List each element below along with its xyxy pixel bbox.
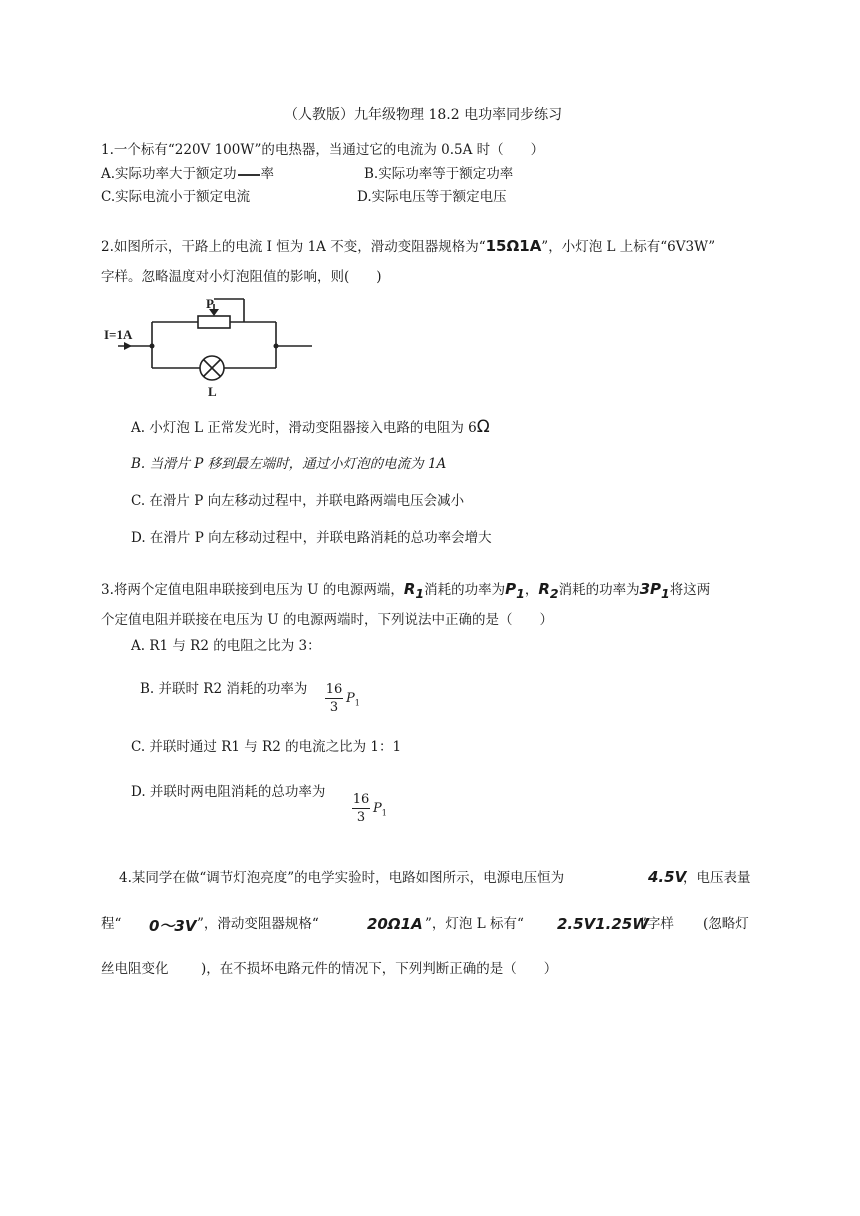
q3-p1-letter: P xyxy=(505,580,517,598)
q3-line1-d: 消耗的功率为 xyxy=(558,582,640,598)
q4-rheostat-spec: 20Ω1A xyxy=(367,915,423,933)
q1-dash xyxy=(238,174,260,176)
q3-line1-c: ， xyxy=(524,582,539,598)
q3-r1-letter: R xyxy=(403,580,416,598)
q4-line2-d: ”字样 xyxy=(640,916,674,932)
q4-line1-b: ，电压表量 xyxy=(683,870,751,886)
q3-b-fraction xyxy=(325,682,343,715)
q3-d-fraction xyxy=(352,792,370,825)
q2-option-c: C. 在滑片 P 向左移动过程中，并联电路两端电压会减小 xyxy=(131,493,465,509)
q3-r2-sub: 2 xyxy=(549,586,559,601)
q3-b-power-sub: 1 xyxy=(354,698,360,708)
q3-line2: 个定值电阻并联接在电压为 U 的电源两端时，下列说法中正确的是（ ） xyxy=(101,612,553,628)
q4-source-voltage: 4.5V xyxy=(648,868,687,886)
q2-option-d: D. 在滑片 P 向左移动过程中，并联电路消耗的总功率会增大 xyxy=(131,530,492,546)
q1-option-c: C.实际电流小于额定电流 xyxy=(101,189,251,205)
current-arrow xyxy=(124,342,132,350)
ohm-unit: Ω xyxy=(476,417,490,437)
q3-d-numerator: 16 xyxy=(352,792,370,807)
q3-line1-a: 3.将两个定值电阻串联接到电压为 U 的电源两端， xyxy=(101,582,404,598)
q3-d-power-letter: P xyxy=(373,801,382,816)
q3-b-numerator: 16 xyxy=(325,682,343,697)
q3-3p1-sub: 1 xyxy=(661,586,670,601)
q3-r2 xyxy=(538,580,559,601)
q3-b-power xyxy=(346,691,360,708)
q2-option-a xyxy=(131,418,490,437)
q2-option-b: B. 当滑片 P 移到最左端时，通过小灯泡的电流为 1A xyxy=(131,456,447,472)
lamp-label: L xyxy=(208,384,217,399)
q1-stem: 1.一个标有“220V 100W”的电热器，当通过它的电流为 0.5A 时（ ） xyxy=(101,142,545,158)
q1-option-a xyxy=(101,165,274,183)
q4-line2-b: ”，滑动变阻器规格“ xyxy=(197,916,319,932)
q3-option-a: A. R1 与 R2 的电阻之比为 3： xyxy=(131,638,321,654)
q3-r1 xyxy=(403,580,425,601)
circuit-diagram xyxy=(100,292,320,402)
q4-line3-b: )，在不损坏电路元件的情况下，下列判断正确的是（ ） xyxy=(201,961,558,977)
q4-line2-c: ”，灯泡 L 标有“ xyxy=(425,916,524,932)
q3-line1 xyxy=(101,580,710,603)
q2-spec: 15Ω1A xyxy=(485,237,542,255)
q3-b-denominator: 3 xyxy=(329,700,339,715)
current-label: I=1A xyxy=(104,327,133,342)
q3-d-denominator: 3 xyxy=(356,810,366,825)
q3-b-power-letter: P xyxy=(346,691,355,706)
q4-line3-a: 丝电阻变化 xyxy=(101,961,169,977)
q1-option-b: B.实际功率等于额定功率 xyxy=(364,166,514,182)
q3-p1 xyxy=(505,580,525,601)
q3-r1-sub: 1 xyxy=(415,586,425,601)
q1-option-a-tail: 率 xyxy=(260,166,275,182)
q2-option-a-text: A. 小灯泡 L 正常发光时，滑动变阻器接入电路的电阻为 6 xyxy=(131,420,477,436)
q2-line1-a: 2.如图所示，干路上的电流 I 恒为 1A 不变，滑动变阻器规格为“ xyxy=(101,239,486,255)
q3-r2-letter: R xyxy=(538,580,550,598)
q3-d-power-sub: 1 xyxy=(381,808,387,818)
q2-line1-b: ”，小灯泡 L 上标有“6V3W” xyxy=(541,239,716,255)
q4-voltmeter-range: 0～3V xyxy=(149,917,197,935)
q2-line2: 字样。忽略温度对小灯泡阻值的影响，则( ) xyxy=(101,269,382,285)
q3-line1-b: 消耗的功率为 xyxy=(424,582,506,598)
q3-3p1 xyxy=(639,580,670,601)
page-title: （人教版）九年级物理 18.2 电功率同步练习 xyxy=(284,107,563,123)
q4-lamp-rating: 2.5V1.25W xyxy=(557,915,649,933)
q3-d-power xyxy=(373,801,387,818)
q2-line1 xyxy=(101,237,715,256)
q3-option-b: B. 并联时 R2 消耗的功率为 xyxy=(140,681,308,697)
q4-line1-a: 4.某同学在做“调节灯泡亮度”的电学实验时，电路如图所示，电源电压恒为 xyxy=(119,870,565,886)
q1-option-a-text: A.实际功率大于额定功 xyxy=(101,166,237,182)
q3-line1-e: 将这两 xyxy=(669,582,711,598)
q3-p1-sub: 1 xyxy=(516,586,525,601)
q3-option-d: D. 并联时两电阻消耗的总功率为 xyxy=(131,784,326,800)
q3-3p1-letter: 3P xyxy=(639,580,662,598)
q3-option-c: C. 并联时通过 R1 与 R2 的电流之比为 1：1 xyxy=(131,739,402,755)
q4-line2-a: 程“ xyxy=(101,916,122,932)
q4-line2-e: (忽略灯 xyxy=(703,916,749,932)
slider-label: P xyxy=(206,296,214,311)
q1-option-d: D.实际电压等于额定电压 xyxy=(357,189,507,205)
